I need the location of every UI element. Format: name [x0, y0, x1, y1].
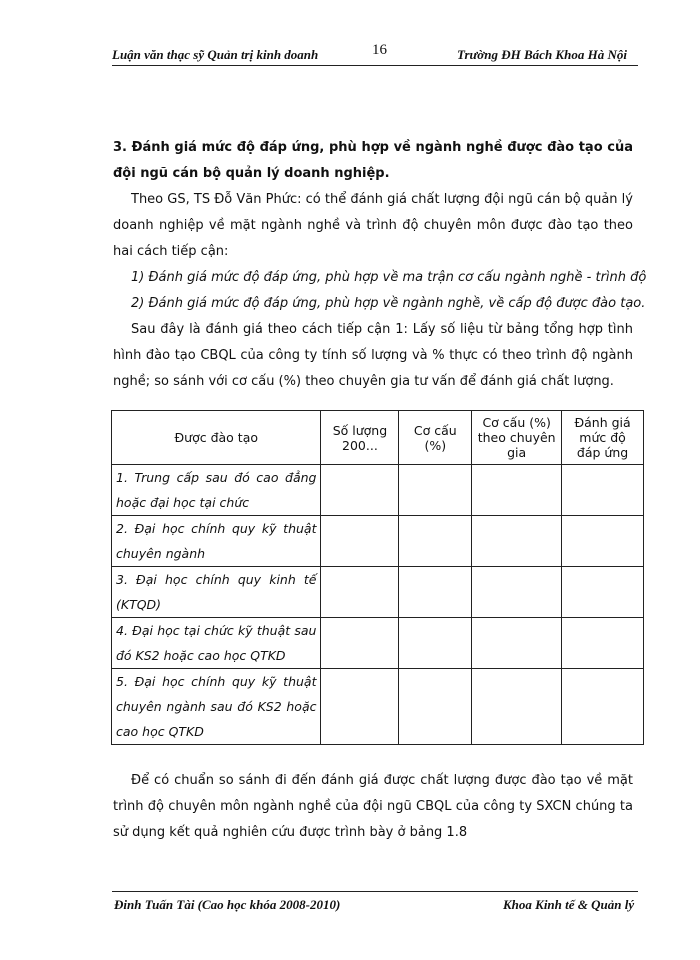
col-header-quantity: Số lượng 200... [321, 411, 399, 465]
header-divider [112, 65, 638, 66]
table-cell [562, 669, 644, 745]
col-header-trained: Được đào tạo [112, 411, 321, 465]
page-number: 16 [372, 42, 387, 58]
table-row [112, 465, 644, 516]
row-label: 3. Đại học chính quy kinh tế (KTQD) [112, 567, 321, 618]
table-header-row [112, 411, 644, 465]
table-cell [321, 516, 399, 567]
section-heading: 3. Đánh giá mức độ đáp ứng, phù hợp về ngành nghề được đào tạo của đội ngũ cán bộ quản lý doanh nghiệp. [113, 140, 633, 181]
table-cell [562, 516, 644, 567]
col-header-evaluation: Đánh giá mức độ đáp ứng [562, 411, 644, 465]
table-cell [321, 618, 399, 669]
intro-paragraph: Theo GS, TS Đỗ Văn Phức: có thể đánh giá chất lượng đội ngũ cán bộ quản lý doanh nghiệp về mặt ngành nghề và trình độ chuyên môn được đào tạo theo hai cách tiếp cận: [113, 192, 633, 259]
table-cell [472, 465, 562, 516]
table-cell [562, 618, 644, 669]
table-row [112, 567, 644, 618]
row-label: 5. Đại học chính quy kỹ thuật chuyên ngành sau đó KS2 hoặc cao học QTKD [112, 669, 321, 745]
table-cell [321, 669, 399, 745]
training-evaluation-table [111, 410, 644, 745]
table-cell [472, 669, 562, 745]
row-label: 4. Đại học tại chức kỹ thuật sau đó KS2 hoặc cao học QTKD [112, 618, 321, 669]
table-cell [399, 669, 472, 745]
footer-divider [112, 891, 638, 892]
row-label: 2. Đại học chính quy kỹ thuật chuyên ngành [112, 516, 321, 567]
col-header-expert-structure: Cơ cấu (%) theo chuyên gia [472, 411, 562, 465]
row-label: 1. Trung cấp sau đó cao đẳng hoặc đại học tại chức [112, 465, 321, 516]
table-cell [399, 618, 472, 669]
table-cell [472, 567, 562, 618]
table-cell [399, 465, 472, 516]
table-cell [472, 618, 562, 669]
header-university: Trường ĐH Bách Khoa Hà Nội [457, 47, 627, 62]
table-row [112, 516, 644, 567]
table-cell [321, 567, 399, 618]
table-row [112, 618, 644, 669]
approach-item-2: 2) Đánh giá mức độ đáp ứng, phù hợp về ngành nghề, về cấp độ được đào tạo. [131, 296, 646, 311]
table-cell [399, 516, 472, 567]
table-cell [472, 516, 562, 567]
header-thesis-title: Luận văn thạc sỹ Quản trị kinh doanh [112, 47, 319, 62]
table-row [112, 669, 644, 745]
table-cell [562, 465, 644, 516]
method-paragraph: Sau đây là đánh giá theo cách tiếp cận 1: Lấy số liệu từ bảng tổng hợp tình hình đào tạo CBQL của công ty tính số lượng và % thực có theo trình độ ngành nghề; so sánh với cơ cấu (%) theo chuyên gia tư vấn để đánh giá chất lượng. [113, 322, 633, 389]
closing-paragraph: Để có chuẩn so sánh đi đến đánh giá được chất lượng được đào tạo về mặt trình độ chuyên môn ngành nghề của đội ngũ CBQL của công ty SXCN chúng ta sử dụng kết quả nghiên cứu được trình bày ở bảng 1.8 [113, 773, 633, 840]
table-cell [399, 567, 472, 618]
table-cell [562, 567, 644, 618]
approach-item-1: 1) Đánh giá mức độ đáp ứng, phù hợp về ma trận cơ cấu ngành nghề - trình độ [131, 270, 647, 285]
footer-author: Đinh Tuấn Tài (Cao học khóa 2008-2010) [114, 897, 341, 912]
footer-faculty: Khoa Kinh tế & Quản lý [503, 897, 635, 912]
col-header-structure: Cơ cấu (%) [399, 411, 472, 465]
table-cell [321, 465, 399, 516]
